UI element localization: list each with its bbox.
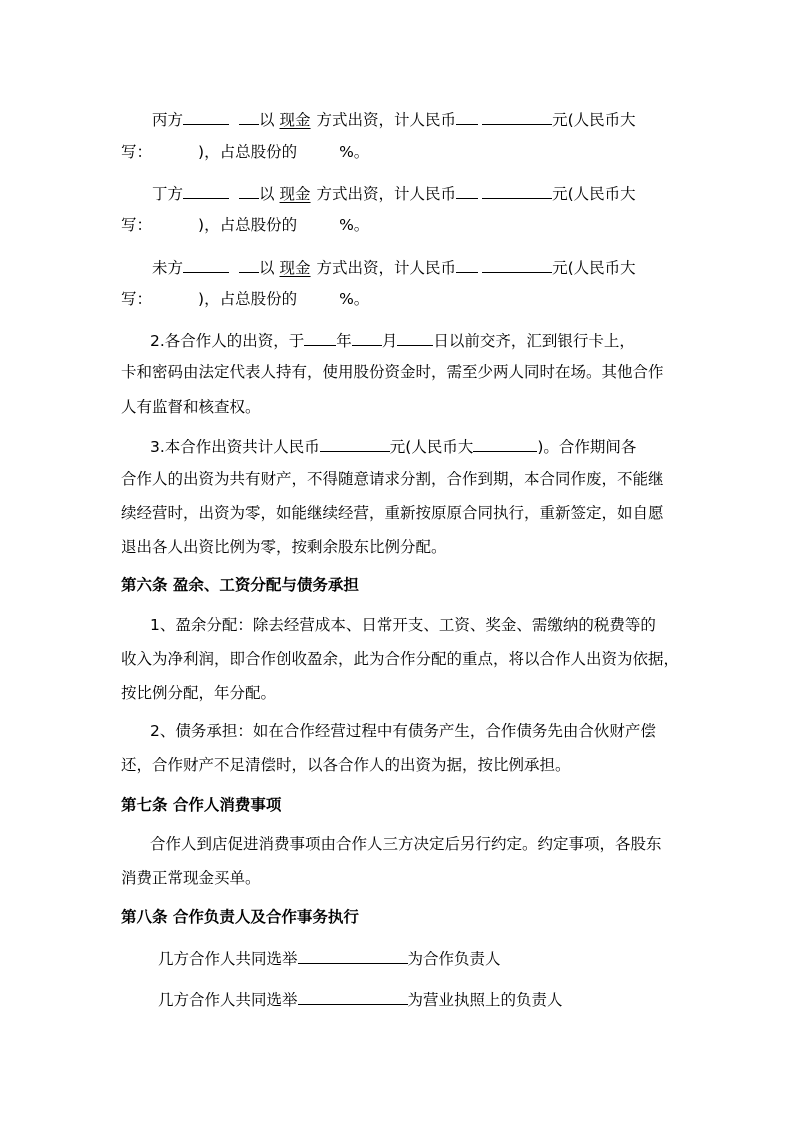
elect-text: 几方合作人共同选举 [158,991,298,1009]
amount-blank-a[interactable] [456,108,478,125]
pct-text: %。 [339,290,370,308]
year-label: 年 [336,332,352,350]
partner-line-1 [152,108,636,130]
article6-title: 第六条 盈余、工资分配与债务承担 [121,576,359,594]
article6-p1-line1: 1、盈余分配：除去经营成本、日常开支、工资、奖金、需缴纳的税费等的 [150,616,656,634]
name-blank-2[interactable] [239,108,259,125]
article6-p1-line2: 收入为净利润，即合作创收盈余，此为合作分配的重点，将以合作人出资为依据， [121,650,680,668]
partner-name: 丙方 [152,111,184,129]
leader-role-text: 为合作负责人 [407,950,501,968]
article8-title: 第八条 合作负责人及合作事务执行 [121,908,359,926]
share-text: )，占总股份的 [198,143,298,161]
method-suffix: 方式出资，计人民币 [316,259,457,277]
clause3-text-b: 元(人民币大 [389,438,474,456]
amount-blank-b[interactable] [482,256,552,273]
pct-text: %。 [339,216,370,234]
article7-line1: 合作人到店促进消费事项由合作人三方决定后另行约定。约定事项，各股东 [150,835,662,853]
month-blank[interactable] [352,329,382,346]
name-blank[interactable] [183,256,229,273]
leader-blank[interactable] [298,947,408,964]
partner-line-3 [152,256,636,278]
article6-p2-line1: 2、债务承担：如在合作经营过程中有债务产生，合作债务先由合伙财产偿 [150,722,656,740]
yuan-text: 元(人民币大 [552,185,636,203]
article6-p2-line2: 还，合作财产不足清偿时，以各合作人的出资为据，按比例承担。 [121,756,571,774]
method-suffix: 方式出资，计人民币 [316,185,457,203]
partner-line-2 [152,182,636,204]
xie-text: 写： [121,216,153,234]
amount-blank-b[interactable] [482,108,552,125]
article8-line2 [158,988,563,1010]
clause3-text-a: 3.本合作出资共计人民币 [150,438,320,456]
clause3-line2: 合作人的出资为共有财产，不得随意请求分割，合作到期，本合同作废，不能继 [121,470,664,488]
clause2-line1 [150,329,635,351]
name-blank-2[interactable] [239,256,259,273]
amount-blank-b[interactable] [482,182,552,199]
pct-text: %。 [339,143,370,161]
amount-blank-a[interactable] [456,256,478,273]
name-blank[interactable] [183,182,229,199]
yi-text: 以 [259,259,275,277]
yi-text: 以 [259,185,275,203]
clause2-text-b: 日以前交齐，汇到银行卡上， [433,332,635,350]
method-text: 现金 [279,185,311,203]
clause2-text-a: 2.各合作人的出资，于 [150,332,305,350]
day-blank[interactable] [397,329,433,346]
article6-p1-line3: 按比例分配，年分配。 [121,684,277,702]
elect-text: 几方合作人共同选举 [158,950,298,968]
clause3-text-c: )。合作期间各 [537,438,637,456]
partner-line-2b [121,215,369,235]
name-blank[interactable] [183,108,229,125]
article7-title: 第七条 合作人消费事项 [121,796,282,814]
yuan-text: 元(人民币大 [552,111,636,129]
method-text: 现金 [279,259,311,277]
clause3-line1 [150,435,636,457]
partner-line-1b [121,142,369,162]
total-amount-blank[interactable] [320,435,390,452]
method-suffix: 方式出资，计人民币 [316,111,457,129]
year-blank[interactable] [304,329,336,346]
article8-line1 [158,947,501,969]
partner-name: 丁方 [152,185,184,203]
license-role-text: 为营业执照上的负责人 [407,991,563,1009]
license-leader-blank[interactable] [298,988,408,1005]
method-text: 现金 [279,111,311,129]
clause2-line2: 卡和密码由法定代表人持有，使用股份资金时，需至少两人同时在场。其他合作 [121,363,664,381]
clause3-line4: 退出各人出资比例为零，按剩余股东比例分配。 [121,538,447,556]
clause3-line3: 续经营时，出资为零，如能继续经营，重新按原原合同执行，重新签定，如自愿 [121,504,664,522]
partner-name: 未方 [152,259,184,277]
total-capital-blank[interactable] [473,435,537,452]
xie-text: 写： [121,143,153,161]
xie-text: 写： [121,290,153,308]
yi-text: 以 [259,111,275,129]
clause2-line3: 人有监督和核查权。 [121,398,261,416]
share-text: )，占总股份的 [198,290,298,308]
name-blank-2[interactable] [239,182,259,199]
yuan-text: 元(人民币大 [552,259,636,277]
share-text: )，占总股份的 [198,216,298,234]
month-label: 月 [381,332,398,350]
article7-line2: 消费正常现金买单。 [121,869,261,887]
amount-blank-a[interactable] [456,182,478,199]
partner-line-3b [121,289,369,309]
